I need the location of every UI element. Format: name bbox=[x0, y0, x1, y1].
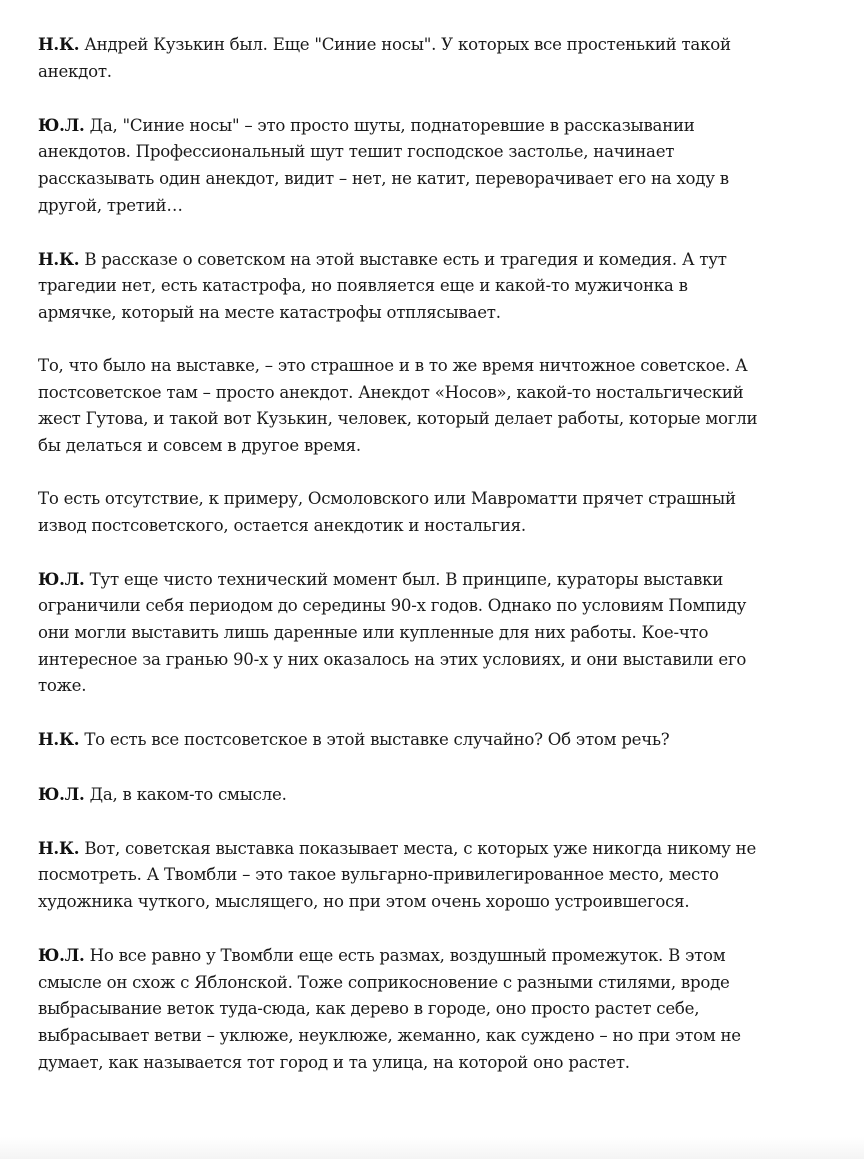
paragraph-text: Но все равно у Твомбли еще есть размах, воздушный промежуток. В этом смысле он схож с Яблонской. Тоже соприкосновение с разными стилями, вроде выбрасывание веток туда-сюда, как дерево в городе, оно просто растет себе, выбрасывает ветви – уклюже, неуклюже, жеманно, как суждено – но при этом не думает, как называется тот город и та улица, на которой оно растет. bbox=[38, 946, 741, 1072]
speaker-label: Ю.Л. bbox=[38, 568, 85, 589]
paragraph-text: То, что было на выставке, – это страшное и в то же время ничтожное советское. А постсоветское там – просто анекдот. Анекдот «Носов», какой-то ностальгический жест Гутова, и такой вот Кузькин, человек, который делает работы, которые могли бы делаться и совсем в другое время. bbox=[38, 356, 758, 455]
paragraph bbox=[38, 486, 758, 539]
paragraph bbox=[38, 835, 758, 916]
paragraph bbox=[38, 246, 758, 327]
speaker-label: Н.К. bbox=[38, 837, 80, 858]
paragraph-text: То есть все постсоветское в этой выставке случайно? Об этом речь? bbox=[79, 730, 670, 750]
speaker-label: Н.К. bbox=[38, 34, 80, 54]
paragraph-text: Да, "Синие носы" – это просто шуты, поднаторевшие в рассказывании анекдотов. Профессиональный шут тешит господское застолье, начинает рассказывать один анекдот, видит – нет, не катит, переворачивает его на ходу в другой, третий… bbox=[38, 115, 729, 215]
speaker-label: Н.К. bbox=[38, 248, 80, 269]
paragraph-text: В рассказе о советском на этой выставке есть и трагедия и комедия. А тут трагедии нет, есть катастрофа, но появляется еще и какой-то мужичонка в армячке, который на месте катастрофы отплясывает. bbox=[38, 249, 727, 322]
paragraph-text: Вот, советская выставка показывает места, с которых уже никогда никому не посмотреть. А Твомбли – это такое вульгарно-привилегированное место, место художника чуткого, мыслящего, но при этом очень хорошо устроившегося. bbox=[38, 838, 757, 911]
paragraph bbox=[38, 726, 758, 754]
paragraph bbox=[38, 566, 758, 700]
interview-text bbox=[38, 31, 758, 1103]
paragraph-text: Тут еще чисто технический момент был. В принципе, кураторы выставки ограничили себя периодом до середины 90-х годов. Однако по условиям Помпиду они могли выставить лишь даренные или купленные для них работы. Кое-что интересное за гранью 90-х у них оказалось на этих условиях, и они выставили его тоже. bbox=[38, 569, 747, 696]
paragraph-text: Да, в каком-то смысле. bbox=[84, 784, 287, 804]
speaker-label: Н.К. bbox=[38, 729, 80, 750]
paragraph-text: Андрей Кузькин был. Еще "Синие носы". У которых все простенький такой анекдот. bbox=[38, 35, 731, 81]
paragraph bbox=[38, 31, 758, 85]
paragraph bbox=[38, 781, 758, 809]
speaker-label: Ю.Л. bbox=[38, 783, 85, 804]
bottom-fade bbox=[0, 1137, 864, 1159]
speaker-label: Ю.Л. bbox=[38, 114, 85, 135]
paragraph bbox=[38, 112, 758, 219]
paragraph bbox=[38, 942, 758, 1076]
paragraph-text: То есть отсутствие, к примеру, Осмоловского или Мавроматти прячет страшный извод постсоветского, остается анекдотик и ностальгия. bbox=[38, 489, 736, 535]
speaker-label: Ю.Л. bbox=[38, 945, 85, 966]
paragraph bbox=[38, 353, 758, 459]
